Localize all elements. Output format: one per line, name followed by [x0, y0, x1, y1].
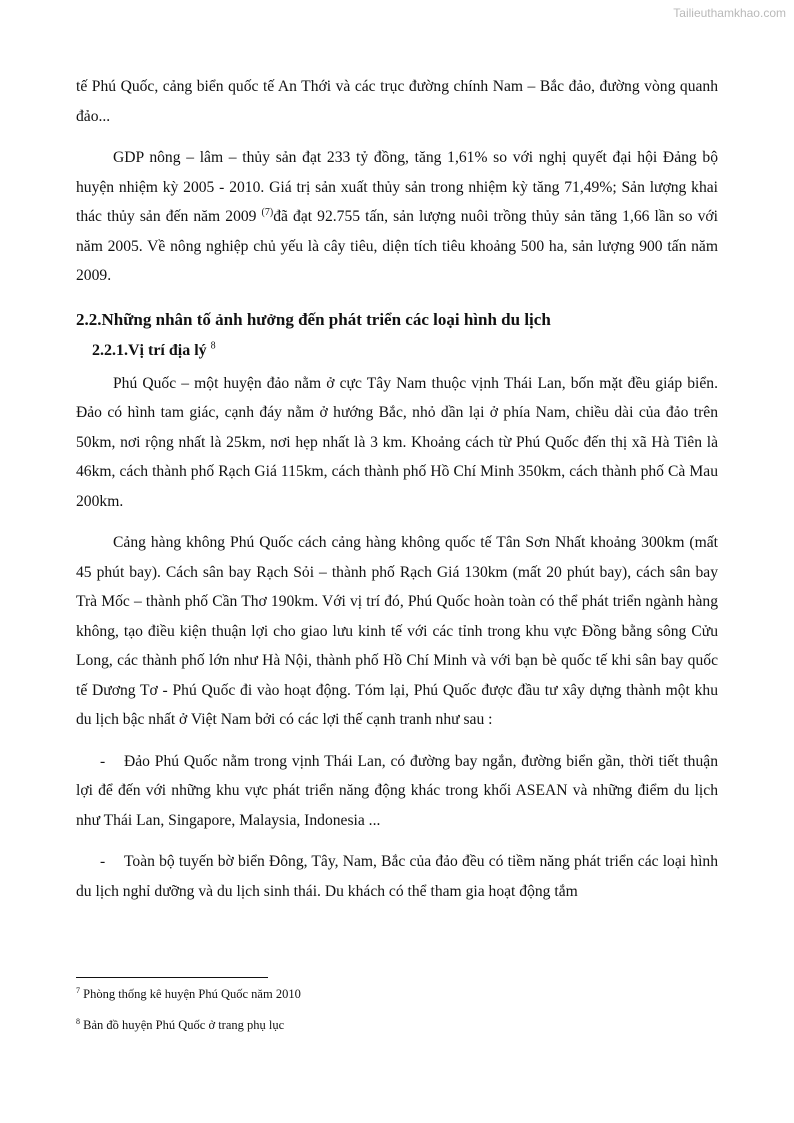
footnote-7	[76, 986, 301, 1002]
page-body	[76, 72, 718, 918]
paragraph-gdp	[76, 143, 718, 291]
bullet-dash: -	[100, 752, 106, 770]
footnote-divider	[76, 977, 268, 978]
paragraph-airport: Cảng hàng không Phú Quốc cách cảng hàng không quốc tế Tân Sơn Nhất khoảng 300km (mất 45 phút bay). Cách sân bay Rạch Sỏi – thành phố Rạch Giá 130km (mất 20 phút bay), cách sân bay Trà Mốc – thành phố Cần Thơ 190km. Với vị trí đó, Phú Quốc hoàn toàn có thể phát triển ngành hàng không, tạo điều kiện thuận lợi cho giao lưu kinh tế với các tỉnh trong khu vực Đồng bằng sông Cửu Long, các thành phố lớn như Hà Nội, thành phố Hồ Chí Minh và với bạn bè quốc tế khi sân bay quốc tế Dương Tơ - Phú Quốc đi vào hoạt động. Tóm lại, Phú Quốc được đầu tư xây dựng thành một khu du lịch bậc nhất ở Việt Nam bởi có các lợi thế cạnh tranh như sau :	[76, 534, 718, 728]
footnote-text: Phòng thống kê huyện Phú Quốc năm 2010	[83, 987, 301, 1001]
list-item-text: Đảo Phú Quốc nằm trong vịnh Thái Lan, có đường bay ngắn, đường biển gần, thời tiết thuận lợi để đến với những khu vực phát triển năng động khác trong khối ASEAN và những điểm du lịch như Thái Lan, Singapore, Malaysia, Indonesia ...	[76, 752, 718, 829]
section-heading: 2.2.Những nhân tố ảnh hưởng đến phát triển các loại hình du lịch	[76, 309, 551, 329]
list-item-text: Toàn bộ tuyến bờ biển Đông, Tây, Nam, Bắc của đảo đều có tiềm năng phát triển các loại hình du lịch nghỉ dưỡng và du lịch sinh thái. Du khách có thể tham gia hoạt động tắm	[76, 853, 718, 900]
footnote-ref-8: 8	[210, 340, 216, 352]
watermark: Tailieuthamkhao.com	[673, 6, 786, 20]
subsection-heading-text: 2.2.1.Vị trí địa lý	[92, 341, 207, 359]
list-item	[76, 847, 718, 906]
paragraph-location: Phú Quốc – một huyện đảo nằm ở cực Tây Nam thuộc vịnh Thái Lan, bốn mặt đều giáp biển. Đảo có hình tam giác, cạnh đáy nằm ở hướng Bắc, nhỏ dần lại ở phía Nam, chiều dài của đảo trên 50km, nơi rộng nhất là 25km, nơi hẹp nhất là 3 km. Khoảng cách từ Phú Quốc đến thị xã Hà Tiên là 46km, cách thành phố Rạch Giá 115km, cách thành phố Hồ Chí Minh 350km, cách thành phố Cà Mau 200km.	[76, 374, 718, 510]
paragraph-gdp-part1: GDP nông – lâm – thủy sản đạt 233 tỷ đồng, tăng 1,61% so với nghị quyết đại hội Đảng bộ huyện nhiệm kỳ 2005 - 2010. Giá trị sản xuất thủy sản trong nhiệm kỳ tăng 71,49%; Sản lượng khai thác thủy sản đến năm 2009	[76, 149, 718, 225]
footnote-number: 8	[76, 1016, 80, 1026]
footnote-text: Bản đồ huyện Phú Quốc ở trang phụ lục	[83, 1018, 285, 1032]
footnote-number: 7	[76, 985, 80, 995]
paragraph-continuation: tế Phú Quốc, cảng biển quốc tế An Thới và các trục đường chính Nam – Bắc đảo, đường vòng quanh đảo...	[76, 78, 718, 125]
subsection-heading	[92, 337, 718, 365]
paragraph-gdp-part2: đã đạt 92.755 tấn, sản lượng nuôi trồng thủy sản tăng 1,66 lần so với năm 2005. Về nông nghiệp chủ yếu là cây tiêu, diện tích tiêu khoảng 500 ha, sản lượng 900 tấn năm 2009.	[76, 208, 718, 284]
footnote-8	[76, 1017, 284, 1033]
list-item	[76, 747, 718, 836]
bullet-dash: -	[100, 853, 106, 870]
footnote-ref-7: (7)	[261, 206, 274, 218]
